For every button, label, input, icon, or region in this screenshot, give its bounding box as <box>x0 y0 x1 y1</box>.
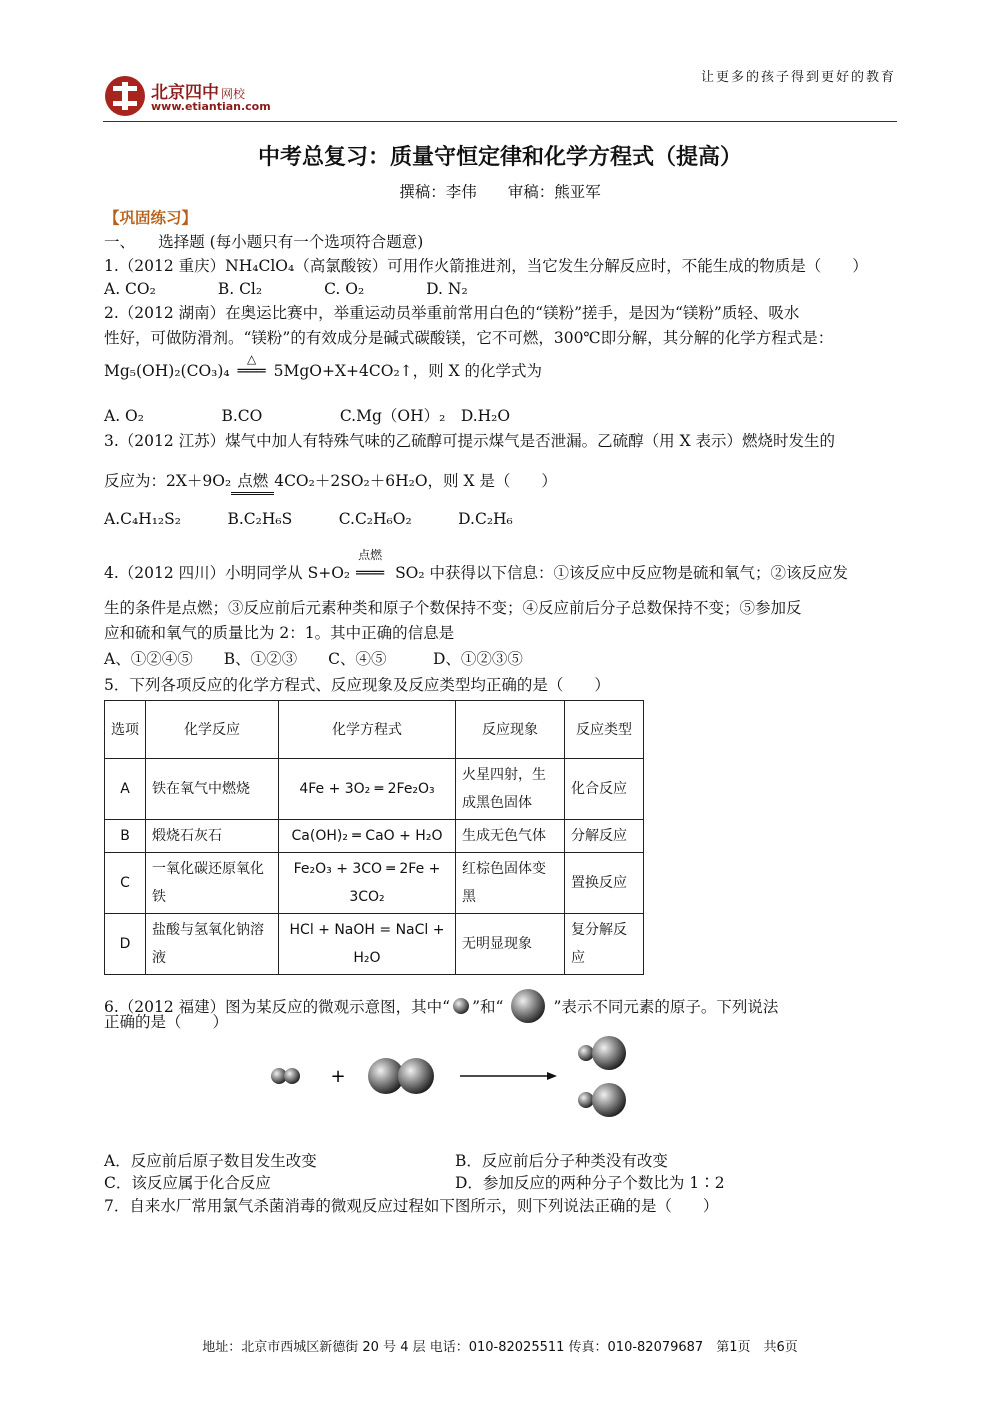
logo-name: 北京四中 网校 <box>151 83 246 103</box>
q3-equation <box>104 470 557 495</box>
table-header-row <box>105 701 644 759</box>
q2-equation-left: Mg₅(OH)₂(CO₃)₄ <box>104 362 230 380</box>
small-atom-icon <box>578 1092 594 1108</box>
table-header-cell: 反应类型 <box>565 701 644 759</box>
table-cell: 分解反应 <box>565 820 644 853</box>
q4-line1 <box>104 548 849 584</box>
small-atom-icon <box>450 996 472 1016</box>
q4-options: A、①②④⑤ B、①②③ C、④⑤ D、①②③⑤ <box>104 650 523 668</box>
table-cell: 无明显现象 <box>456 914 565 975</box>
q3-equation-left: 反应为：2X＋9O₂ <box>104 472 232 490</box>
table-cell: 置换反应 <box>565 853 644 914</box>
table-cell: C <box>105 853 146 914</box>
large-atom-icon <box>503 988 553 1024</box>
q6-option-a: A．反应前后原子数目发生改变 <box>104 1152 317 1170</box>
table-cell: 生成无色气体 <box>456 820 565 853</box>
section-heading: 【巩固练习】 <box>104 208 198 227</box>
table-cell: 铁在氧气中燃烧 <box>146 759 279 820</box>
table-cell: HCl + NaOH = NaCl + H₂O <box>279 914 456 975</box>
q6-option-d: D．参加反应的两种分子个数比为 1∶2 <box>455 1174 725 1192</box>
table-cell: 4Fe + 3O₂ ═ 2Fe₂O₃ <box>279 759 456 820</box>
q5-stem: 5．下列各项反应的化学方程式、反应现象及反应类型均正确的是（ ） <box>104 676 610 694</box>
part-heading: 一、 选择题 (每小题只有一个选项符合题意) <box>104 233 424 251</box>
small-atom-icon <box>578 1045 594 1061</box>
plus-sign: + <box>330 1066 346 1087</box>
q4-line3: 应和硫和氧气的质量比为 2：1。其中正确的信息是 <box>104 624 455 642</box>
q6-reaction-diagram <box>260 1030 640 1140</box>
page-title: 中考总复习：质量守恒定律和化学方程式（提高） <box>257 145 742 170</box>
table-cell: 复分解反应 <box>565 914 644 975</box>
table-cell: 红棕色固体变黑 <box>456 853 565 914</box>
q3-options: A.C₄H₁₂S₂ B.C₂H₆S C.C₂H₆O₂ D.C₂H₆ <box>104 510 513 528</box>
q6-stem-line2: 正确的是（ ） <box>104 1013 229 1031</box>
table-cell: 一氧化碳还原氧化铁 <box>146 853 279 914</box>
table-cell: 火星四射，生成黑色固体 <box>456 759 565 820</box>
table-header-cell: 化学反应 <box>146 701 279 759</box>
table-header-cell: 化学方程式 <box>279 701 456 759</box>
q6-option-b: B．反应前后分子种类没有改变 <box>455 1152 668 1170</box>
table-row <box>105 914 644 975</box>
q2-equation <box>104 352 543 382</box>
q6-stem-b: ”和“ <box>472 998 504 1016</box>
q2-line2: 性好，可做防滑剂。“镁粉”的有效成分是碱式碳酸镁，它不可燃，300℃即分解，其分解的化学方程式是： <box>104 329 834 347</box>
header-divider <box>103 121 897 122</box>
small-atom-icon <box>284 1068 300 1084</box>
table-header-cell: 选项 <box>105 701 146 759</box>
footer: 地址：北京市西城区新德街 20 号 4 层 电话：010-82025511 传真：010-82079687 第1页 共6页 <box>202 1340 798 1355</box>
q2-options: A. O₂ B.CO C.Mg（OH）₂ D.H₂O <box>104 407 511 425</box>
slogan: 让更多的孩子得到更好的教育 <box>700 70 896 85</box>
q6-stem-a: 6.（2012 福建）图为某反应的微观示意图，其中“ <box>104 998 451 1016</box>
table-row <box>105 759 644 820</box>
q2-line1: 2.（2012 湖南）在奥运比赛中，举重运动员举重前常用白色的“镁粉”搓手，是因为“镁粉”质轻、吸水 <box>104 304 800 322</box>
table-cell: 盐酸与氢氧化钠溶液 <box>146 914 279 975</box>
q3-equation-right: 4CO₂＋2SO₂＋6H₂O，则 X 是（ ） <box>274 472 557 490</box>
q1-options: A. CO₂ B. Cl₂ C. O₂ D. N₂ <box>104 280 468 298</box>
table-cell: B <box>105 820 146 853</box>
q4-line1-right: SO₂ 中获得以下信息：①该反应中反应物是硫和氧气；②该反应发 <box>395 564 849 582</box>
logo-url: www.etiantian.com <box>151 100 271 113</box>
q6-option-c: C．该反应属于化合反应 <box>104 1174 271 1192</box>
q4-line2: 生的条件是点燃；③反应前后元素种类和原子个数保持不变；④反应前后分子总数保持不变；⑤参加反 <box>104 599 802 617</box>
q4-condition: 点燃 ═══ <box>356 548 385 582</box>
table-header-cell: 反应现象 <box>456 701 565 759</box>
logo-emblem-icon <box>103 74 147 118</box>
table-cell: D <box>105 914 146 975</box>
q2-equation-condition: △ ═══ <box>237 352 266 380</box>
q2-equation-right: 5MgO+X+4CO₂↑，则 X 的化学式为 <box>273 362 543 380</box>
q1-stem: 1.（2012 重庆）NH₄ClO₄（高氯酸铵）可用作火箭推进剂，当它发生分解反应时，不能生成的物质是（ ） <box>104 257 868 275</box>
q7-stem: 7．自来水厂常用氯气杀菌消毒的微观反应过程如下图所示，则下列说法正确的是（ ） <box>104 1197 719 1215</box>
arrow-head-icon <box>547 1072 557 1080</box>
q3-line1: 3.（2012 江苏）煤气中加人有特殊气味的乙硫醇可提示煤气是否泄漏。乙硫醇（用 X 表示）燃烧时发生的 <box>104 432 836 450</box>
q5-table <box>104 700 644 975</box>
large-atom-icon <box>398 1058 434 1094</box>
table-cell: Fe₂O₃ + 3CO ═ 2Fe + 3CO₂ <box>279 853 456 914</box>
table-cell: A <box>105 759 146 820</box>
table-cell: 化合反应 <box>565 759 644 820</box>
q4-line1-left: 4.（2012 四川）小明同学从 S+O₂ <box>104 564 351 582</box>
large-atom-icon <box>592 1036 626 1070</box>
logo <box>103 72 303 122</box>
table-cell: 煅烧石灰石 <box>146 820 279 853</box>
q6-stem-c: ”表示不同元素的原子。下列说法 <box>553 998 779 1016</box>
table-cell: Ca(OH)₂ ═ CaO + H₂O <box>279 820 456 853</box>
byline: 撰稿：李伟 审稿：熊亚军 <box>399 183 601 201</box>
q3-equation-condition: 点燃 <box>231 470 274 495</box>
table-row <box>105 820 644 853</box>
table-row <box>105 853 644 914</box>
large-atom-icon <box>592 1083 626 1117</box>
